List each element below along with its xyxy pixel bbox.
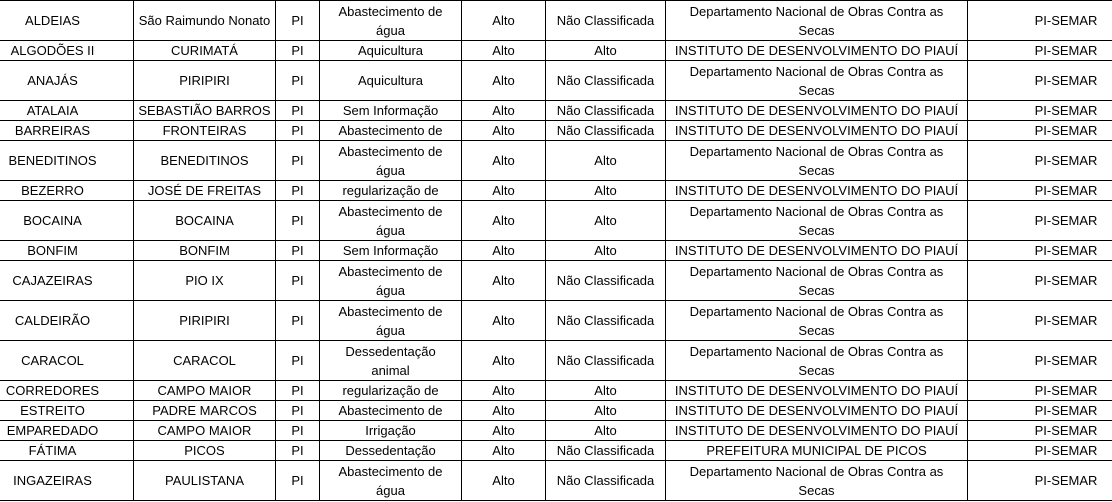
cell-entrepreneur[interactable]: Departamento Nacional de Obras Contra as Secas <box>666 301 968 341</box>
cell-dam-name[interactable]: EMPAREDADO <box>0 421 134 441</box>
cell-agency[interactable]: PI-SEMAR <box>968 101 1112 121</box>
cell-agency[interactable]: PI-SEMAR <box>968 181 1112 201</box>
cell-dam-name[interactable]: BEZERRO <box>0 181 134 201</box>
cell-state[interactable]: PI <box>276 441 320 461</box>
cell-municipality[interactable]: FRONTEIRAS <box>134 121 276 141</box>
cell-municipality[interactable]: PIO IX <box>134 261 276 301</box>
cell-municipality[interactable]: PADRE MARCOS <box>134 401 276 421</box>
cell-entrepreneur[interactable]: Departamento Nacional de Obras Contra as Secas <box>666 141 968 181</box>
table-row <box>0 441 1112 461</box>
table-row <box>0 461 1112 501</box>
table-row <box>0 301 1112 341</box>
cell-risk-category[interactable]: Alto <box>462 61 546 101</box>
cell-entrepreneur[interactable]: Departamento Nacional de Obras Contra as Secas <box>666 61 968 101</box>
table-row <box>0 1 1112 41</box>
cell-municipality[interactable]: JOSÉ DE FREITAS <box>134 181 276 201</box>
table-row <box>0 201 1112 241</box>
cell-risk-category[interactable]: Alto <box>462 421 546 441</box>
cell-classification[interactable]: Alto <box>546 41 666 61</box>
cell-state[interactable]: PI <box>276 401 320 421</box>
cell-use[interactable]: Sem Informação <box>320 241 462 261</box>
cell-classification[interactable]: Alto <box>546 421 666 441</box>
cell-dam-name[interactable]: ANAJÁS <box>0 61 134 101</box>
cell-entrepreneur[interactable]: INSTITUTO DE DESENVOLVIMENTO DO PIAUÍ <box>666 101 968 121</box>
cell-use[interactable]: Irrigação <box>320 421 462 441</box>
table-row <box>0 101 1112 121</box>
cell-state[interactable]: PI <box>276 461 320 501</box>
cell-use[interactable]: Dessedentação <box>320 441 462 461</box>
cell-classification[interactable]: Não Classificada <box>546 461 666 501</box>
cell-state[interactable]: PI <box>276 41 320 61</box>
cell-use[interactable]: Abastecimento de água <box>320 301 462 341</box>
cell-dam-name[interactable]: CORREDORES <box>0 381 134 401</box>
cell-dam-name[interactable]: FÁTIMA <box>0 441 134 461</box>
cell-state[interactable]: PI <box>276 1 320 41</box>
cell-agency[interactable]: PI-SEMAR <box>968 121 1112 141</box>
cell-municipality[interactable]: PAULISTANA <box>134 461 276 501</box>
cell-entrepreneur[interactable]: INSTITUTO DE DESENVOLVIMENTO DO PIAUÍ <box>666 41 968 61</box>
cell-risk-category[interactable]: Alto <box>462 141 546 181</box>
cell-classification[interactable]: Alto <box>546 381 666 401</box>
cell-classification[interactable]: Alto <box>546 181 666 201</box>
cell-agency[interactable]: PI-SEMAR <box>968 401 1112 421</box>
cell-use[interactable]: Abastecimento de <box>320 121 462 141</box>
cell-agency[interactable]: PI-SEMAR <box>968 141 1112 181</box>
cell-state[interactable]: PI <box>276 181 320 201</box>
cell-entrepreneur[interactable]: INSTITUTO DE DESENVOLVIMENTO DO PIAUÍ <box>666 181 968 201</box>
table-row <box>0 401 1112 421</box>
cell-dam-name[interactable]: BENEDITINOS <box>0 141 134 181</box>
cell-dam-name[interactable]: BONFIM <box>0 241 134 261</box>
cell-classification[interactable]: Alto <box>546 401 666 421</box>
cell-dam-name[interactable]: BOCAINA <box>0 201 134 241</box>
cell-entrepreneur[interactable]: INSTITUTO DE DESENVOLVIMENTO DO PIAUÍ <box>666 381 968 401</box>
cell-municipality[interactable]: SEBASTIÃO BARROS <box>134 101 276 121</box>
cell-state[interactable]: PI <box>276 141 320 181</box>
cell-dam-name[interactable]: CARACOL <box>0 341 134 381</box>
cell-classification[interactable]: Alto <box>546 141 666 181</box>
cell-risk-category[interactable]: Alto <box>462 341 546 381</box>
cell-classification[interactable]: Não Classificada <box>546 61 666 101</box>
cell-municipality[interactable]: CURIMATÁ <box>134 41 276 61</box>
cell-municipality[interactable]: BENEDITINOS <box>134 141 276 181</box>
cell-agency[interactable]: PI-SEMAR <box>968 301 1112 341</box>
cell-risk-category[interactable]: Alto <box>462 461 546 501</box>
cell-use[interactable]: regularização de <box>320 381 462 401</box>
cell-classification[interactable]: Não Classificada <box>546 1 666 41</box>
cell-entrepreneur[interactable]: Departamento Nacional de Obras Contra as Secas <box>666 1 968 41</box>
cell-dam-name[interactable]: INGAZEIRAS <box>0 461 134 501</box>
cell-state[interactable]: PI <box>276 241 320 261</box>
cell-agency[interactable]: PI-SEMAR <box>968 381 1112 401</box>
cell-dam-name[interactable]: CALDEIRÃO <box>0 301 134 341</box>
cell-agency[interactable]: PI-SEMAR <box>968 461 1112 501</box>
cell-risk-category[interactable]: Alto <box>462 201 546 241</box>
table-row <box>0 181 1112 201</box>
cell-agency[interactable]: PI-SEMAR <box>968 341 1112 381</box>
table-row <box>0 241 1112 261</box>
cell-agency[interactable]: PI-SEMAR <box>968 41 1112 61</box>
table-row <box>0 381 1112 401</box>
cell-classification[interactable]: Não Classificada <box>546 441 666 461</box>
cell-entrepreneur[interactable]: INSTITUTO DE DESENVOLVIMENTO DO PIAUÍ <box>666 121 968 141</box>
cell-use[interactable]: Abastecimento de água <box>320 201 462 241</box>
cell-use[interactable]: Dessedentação animal <box>320 341 462 381</box>
cell-entrepreneur[interactable]: Departamento Nacional de Obras Contra as Secas <box>666 461 968 501</box>
cell-municipality[interactable]: CAMPO MAIOR <box>134 381 276 401</box>
cell-dam-name[interactable]: ALGODÕES II <box>0 41 134 61</box>
table-row <box>0 421 1112 441</box>
cell-use[interactable]: regularização de <box>320 181 462 201</box>
cell-state[interactable]: PI <box>276 381 320 401</box>
cell-municipality[interactable]: CARACOL <box>134 341 276 381</box>
cell-municipality[interactable]: São Raimundo Nonato <box>134 1 276 41</box>
cell-classification[interactable]: Alto <box>546 201 666 241</box>
cell-dam-name[interactable]: ALDEIAS <box>0 1 134 41</box>
cell-risk-category[interactable]: Alto <box>462 41 546 61</box>
table-row <box>0 61 1112 101</box>
cell-entrepreneur[interactable]: Departamento Nacional de Obras Contra as Secas <box>666 341 968 381</box>
cell-municipality[interactable]: PIRIPIRI <box>134 61 276 101</box>
cell-municipality[interactable]: CAMPO MAIOR <box>134 421 276 441</box>
cell-entrepreneur[interactable]: PREFEITURA MUNICIPAL DE PICOS <box>666 441 968 461</box>
cell-agency[interactable]: PI-SEMAR <box>968 241 1112 261</box>
cell-risk-category[interactable]: Alto <box>462 261 546 301</box>
table-row <box>0 141 1112 181</box>
cell-municipality[interactable]: BONFIM <box>134 241 276 261</box>
cell-classification[interactable]: Alto <box>546 241 666 261</box>
cell-municipality[interactable]: PIRIPIRI <box>134 301 276 341</box>
cell-entrepreneur[interactable]: INSTITUTO DE DESENVOLVIMENTO DO PIAUÍ <box>666 241 968 261</box>
cell-state[interactable]: PI <box>276 261 320 301</box>
cell-dam-name[interactable]: CAJAZEIRAS <box>0 261 134 301</box>
cell-municipality[interactable]: PICOS <box>134 441 276 461</box>
cell-dam-name[interactable]: ATALAIA <box>0 101 134 121</box>
cell-entrepreneur[interactable]: Departamento Nacional de Obras Contra as Secas <box>666 201 968 241</box>
cell-risk-category[interactable]: Alto <box>462 181 546 201</box>
cell-state[interactable]: PI <box>276 121 320 141</box>
cell-risk-category[interactable]: Alto <box>462 241 546 261</box>
cell-entrepreneur[interactable]: INSTITUTO DE DESENVOLVIMENTO DO PIAUÍ <box>666 401 968 421</box>
cell-use[interactable]: Abastecimento de água <box>320 141 462 181</box>
cell-use[interactable]: Abastecimento de água <box>320 261 462 301</box>
cell-classification[interactable]: Não Classificada <box>546 261 666 301</box>
cell-state[interactable]: PI <box>276 341 320 381</box>
cell-state[interactable]: PI <box>276 101 320 121</box>
cell-risk-category[interactable]: Alto <box>462 441 546 461</box>
cell-classification[interactable]: Não Classificada <box>546 341 666 381</box>
cell-use[interactable]: Sem Informação <box>320 101 462 121</box>
cell-risk-category[interactable]: Alto <box>462 381 546 401</box>
cell-risk-category[interactable]: Alto <box>462 301 546 341</box>
cell-use[interactable]: Aquicultura <box>320 41 462 61</box>
cell-dam-name[interactable]: ESTREITO <box>0 401 134 421</box>
cell-classification[interactable]: Não Classificada <box>546 301 666 341</box>
cell-state[interactable]: PI <box>276 421 320 441</box>
cell-dam-name[interactable]: BARREIRAS <box>0 121 134 141</box>
cell-use[interactable]: Abastecimento de <box>320 401 462 421</box>
cell-agency[interactable]: PI-SEMAR <box>968 421 1112 441</box>
cell-use[interactable]: Abastecimento de água <box>320 1 462 41</box>
cell-state[interactable]: PI <box>276 301 320 341</box>
cell-classification[interactable]: Não Classificada <box>546 121 666 141</box>
table-row <box>0 341 1112 381</box>
table-row <box>0 41 1112 61</box>
cell-agency[interactable]: PI-SEMAR <box>968 61 1112 101</box>
table-row <box>0 261 1112 301</box>
cell-use[interactable]: Aquicultura <box>320 61 462 101</box>
cell-use[interactable]: Abastecimento de água <box>320 461 462 501</box>
cell-entrepreneur[interactable]: INSTITUTO DE DESENVOLVIMENTO DO PIAUÍ <box>666 421 968 441</box>
cell-risk-category[interactable]: Alto <box>462 401 546 421</box>
cell-state[interactable]: PI <box>276 201 320 241</box>
cell-state[interactable]: PI <box>276 61 320 101</box>
cell-entrepreneur[interactable]: Departamento Nacional de Obras Contra as Secas <box>666 261 968 301</box>
table-row <box>0 121 1112 141</box>
cell-risk-category[interactable]: Alto <box>462 1 546 41</box>
cell-agency[interactable]: PI-SEMAR <box>968 201 1112 241</box>
cell-agency[interactable]: PI-SEMAR <box>968 441 1112 461</box>
cell-agency[interactable]: PI-SEMAR <box>968 1 1112 41</box>
cell-risk-category[interactable]: Alto <box>462 121 546 141</box>
cell-municipality[interactable]: BOCAINA <box>134 201 276 241</box>
cell-classification[interactable]: Não Classificada <box>546 101 666 121</box>
cell-agency[interactable]: PI-SEMAR <box>968 261 1112 301</box>
cell-risk-category[interactable]: Alto <box>462 101 546 121</box>
